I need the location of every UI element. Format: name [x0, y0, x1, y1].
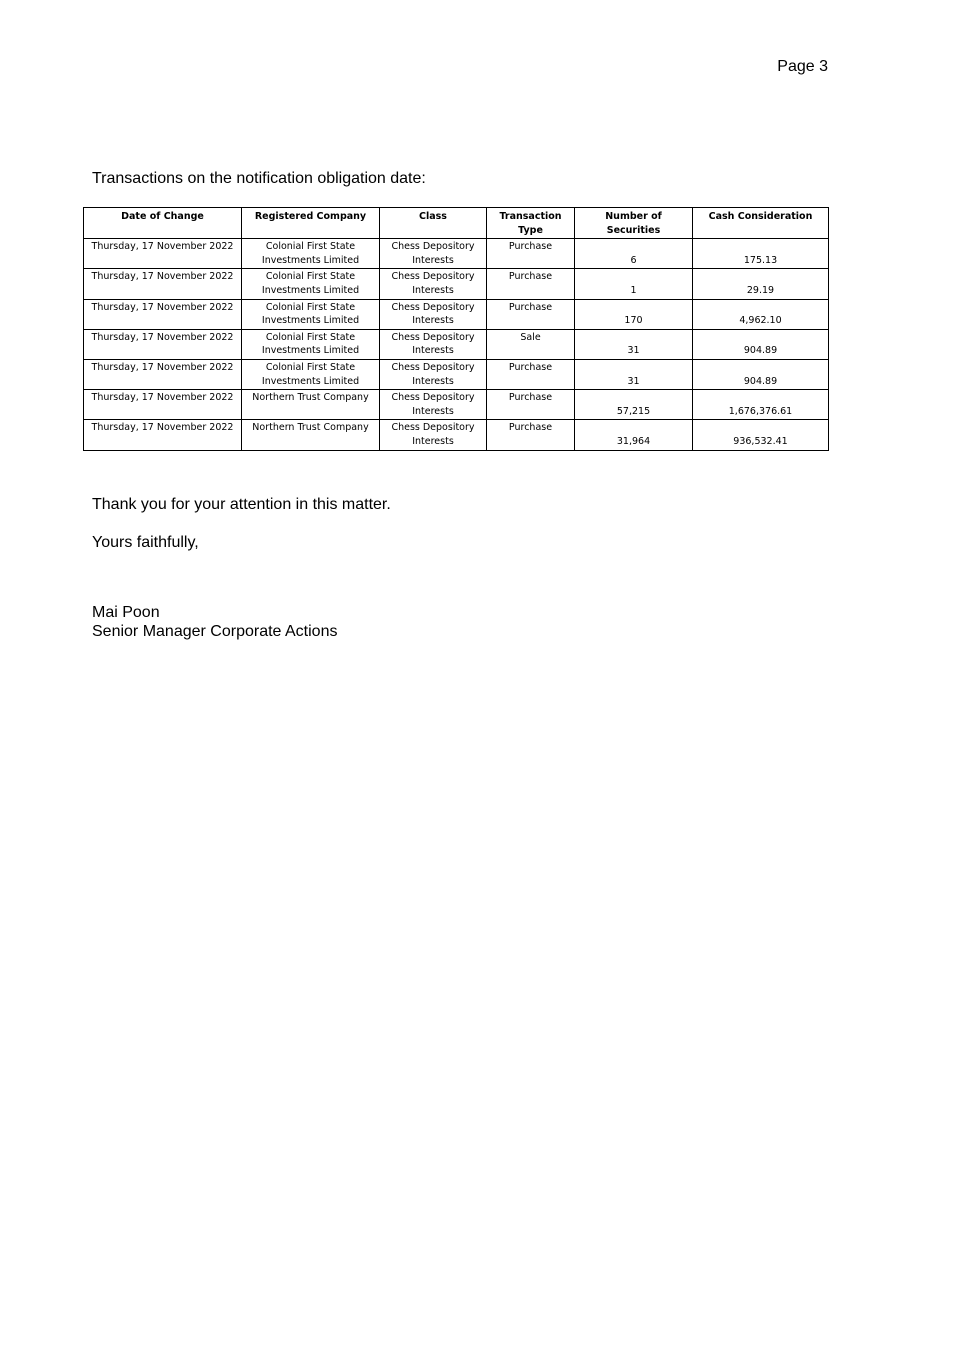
table-row: [84, 239, 829, 269]
type-cell: Purchase: [487, 299, 575, 329]
class-cell: Chess Depository Interests: [380, 299, 487, 329]
column-header: Cash Consideration: [693, 208, 829, 239]
column-header: Transaction Type: [487, 208, 575, 239]
class-cell: Chess Depository Interests: [380, 269, 487, 299]
securities-cell: 6: [575, 239, 693, 269]
type-cell: Purchase: [487, 420, 575, 450]
type-cell: Purchase: [487, 359, 575, 389]
cash-cell: 936,532.41: [693, 420, 829, 450]
company-cell: Northern Trust Company: [242, 390, 380, 420]
date-cell: Thursday, 17 November 2022: [84, 239, 242, 269]
company-cell: Colonial First State Investments Limited: [242, 239, 380, 269]
date-cell: Thursday, 17 November 2022: [84, 329, 242, 359]
company-cell: Colonial First State Investments Limited: [242, 269, 380, 299]
date-cell: Thursday, 17 November 2022: [84, 359, 242, 389]
signoff-text: Yours faithfully,: [92, 534, 199, 551]
cash-cell: 4,962.10: [693, 299, 829, 329]
securities-cell: 57,215: [575, 390, 693, 420]
table-header-row: [84, 208, 829, 239]
cash-cell: 904.89: [693, 359, 829, 389]
date-cell: Thursday, 17 November 2022: [84, 420, 242, 450]
table-row: [84, 299, 829, 329]
securities-cell: 31: [575, 359, 693, 389]
securities-cell: 170: [575, 299, 693, 329]
table-row: [84, 329, 829, 359]
signatory-name: Mai Poon: [92, 604, 160, 621]
cash-cell: 904.89: [693, 329, 829, 359]
securities-cell: 31: [575, 329, 693, 359]
table-intro-text: Transactions on the notification obligation date:: [92, 170, 426, 187]
thank-you-text: Thank you for your attention in this matter.: [92, 496, 391, 513]
column-header: Date of Change: [84, 208, 242, 239]
class-cell: Chess Depository Interests: [380, 390, 487, 420]
company-cell: Colonial First State Investments Limited: [242, 299, 380, 329]
table-row: [84, 420, 829, 450]
page-number: Page 3: [777, 58, 828, 75]
date-cell: Thursday, 17 November 2022: [84, 390, 242, 420]
class-cell: Chess Depository Interests: [380, 359, 487, 389]
signatory-title: Senior Manager Corporate Actions: [92, 623, 338, 640]
table-row: [84, 359, 829, 389]
column-header: Number of Securities: [575, 208, 693, 239]
table-row: [84, 269, 829, 299]
column-header: Registered Company: [242, 208, 380, 239]
class-cell: Chess Depository Interests: [380, 420, 487, 450]
company-cell: Colonial First State Investments Limited: [242, 329, 380, 359]
type-cell: Purchase: [487, 239, 575, 269]
cash-cell: 1,676,376.61: [693, 390, 829, 420]
date-cell: Thursday, 17 November 2022: [84, 299, 242, 329]
type-cell: Purchase: [487, 269, 575, 299]
cash-cell: 175.13: [693, 239, 829, 269]
securities-cell: 1: [575, 269, 693, 299]
class-cell: Chess Depository Interests: [380, 329, 487, 359]
securities-cell: 31,964: [575, 420, 693, 450]
cash-cell: 29.19: [693, 269, 829, 299]
transactions-table: [83, 207, 829, 451]
company-cell: Northern Trust Company: [242, 420, 380, 450]
class-cell: Chess Depository Interests: [380, 239, 487, 269]
table-row: [84, 390, 829, 420]
type-cell: Sale: [487, 329, 575, 359]
column-header: Class: [380, 208, 487, 239]
company-cell: Colonial First State Investments Limited: [242, 359, 380, 389]
type-cell: Purchase: [487, 390, 575, 420]
date-cell: Thursday, 17 November 2022: [84, 269, 242, 299]
